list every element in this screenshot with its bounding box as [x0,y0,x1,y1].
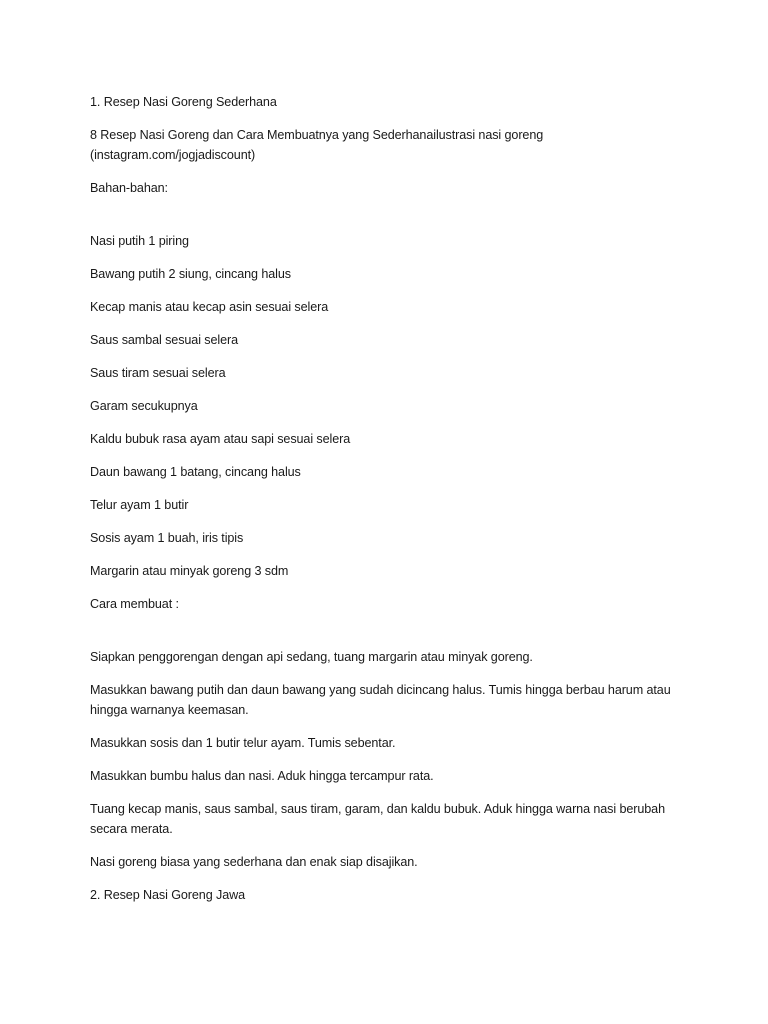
blank-line [90,627,680,647]
recipe-1-heading: 1. Resep Nasi Goreng Sederhana [90,95,277,109]
ingredients-heading: Bahan-bahan: [90,181,168,195]
method-heading: Cara membuat : [90,597,179,611]
method-step: Tuang kecap manis, saus sambal, saus tiram, garam, dan kaldu bubuk. Aduk hingga warna nasi berubah secara merata. [90,802,665,836]
method-step: Siapkan penggorengan dengan api sedang, tuang margarin atau minyak goreng. [90,650,533,664]
ingredient-item: Saus tiram sesuai selera [90,366,226,380]
ingredient-item: Nasi putih 1 piring [90,234,189,248]
ingredient-item: Bawang putih 2 siung, cincang halus [90,267,291,281]
ingredient-item: Margarin atau minyak goreng 3 sdm [90,564,289,578]
method-step: Masukkan bumbu halus dan nasi. Aduk hingga tercampur rata. [90,769,434,783]
ingredient-item: Kaldu bubuk rasa ayam atau sapi sesuai selera [90,432,351,446]
method-step: Masukkan sosis dan 1 butir telur ayam. Tumis sebentar. [90,736,396,750]
blank-line [90,211,680,231]
method-step: Masukkan bawang putih dan daun bawang yang sudah dicincang halus. Tumis hingga berbau harum atau hingga warnanya keemasan. [90,683,671,717]
ingredient-item: Telur ayam 1 butir [90,498,189,512]
ingredient-item: Saus sambal sesuai selera [90,333,239,347]
document-body [90,92,680,918]
recipe-2-heading: 2. Resep Nasi Goreng Jawa [90,888,246,902]
ingredient-item: Garam secukupnya [90,399,198,413]
ingredient-item: Daun bawang 1 batang, cincang halus [90,465,301,479]
ingredient-item: Sosis ayam 1 buah, iris tipis [90,531,244,545]
ingredient-item: Kecap manis atau kecap asin sesuai selera [90,300,329,314]
method-step: Nasi goreng biasa yang sederhana dan enak siap disajikan. [90,855,418,869]
recipe-1-intro: 8 Resep Nasi Goreng dan Cara Membuatnya yang Sederhanailustrasi nasi goreng (instagram.com/jogjadiscount) [90,128,544,162]
